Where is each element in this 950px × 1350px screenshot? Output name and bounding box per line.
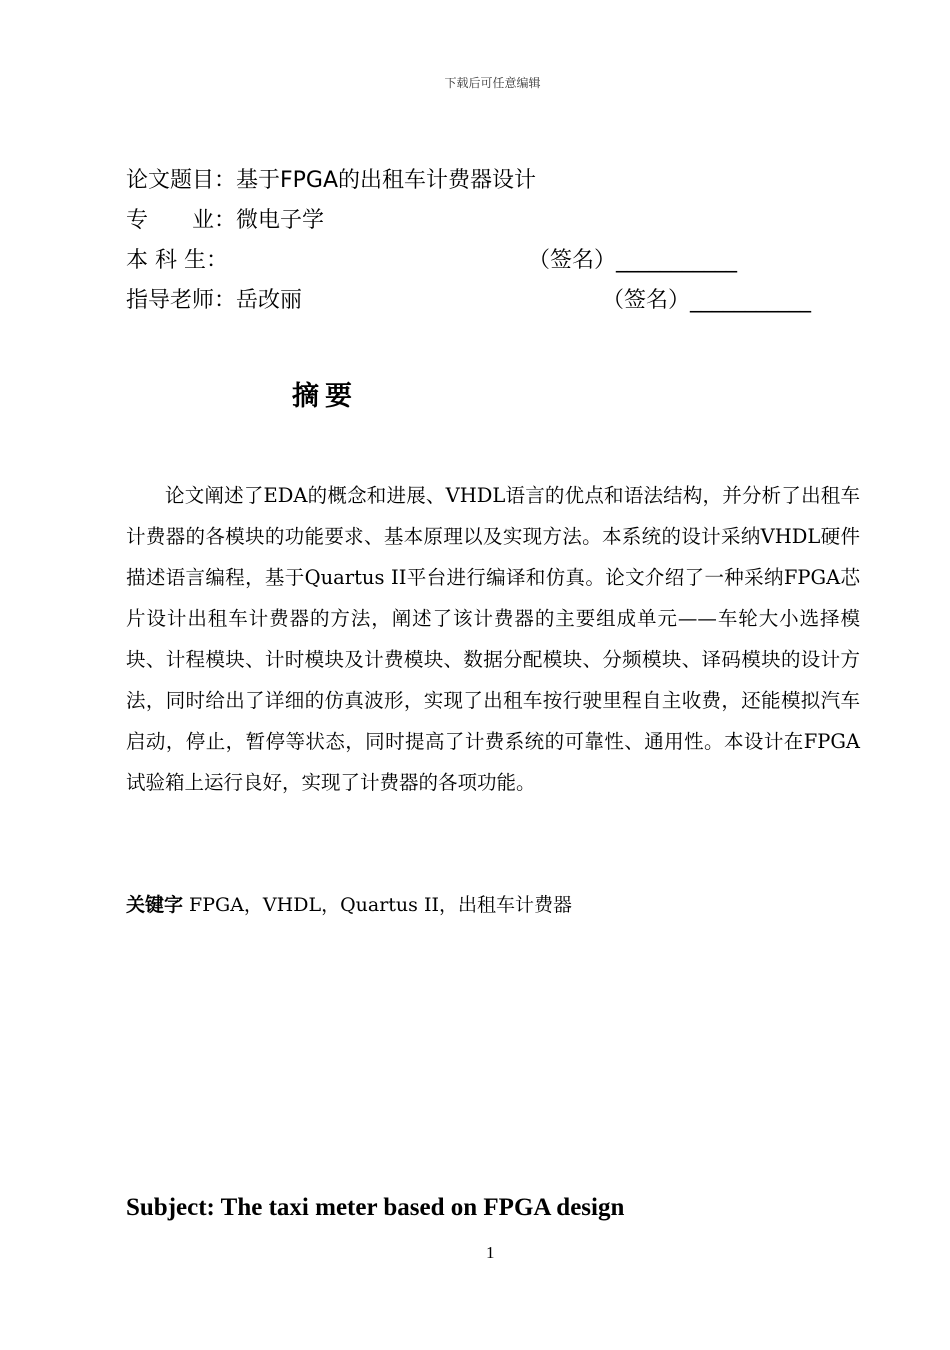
page-number: 1 bbox=[486, 1243, 495, 1262]
keywords-label: 关键字 bbox=[126, 894, 184, 916]
english-subject: Subject: The taxi meter based on FPGA design bbox=[126, 1194, 625, 1221]
advisor-value: 岳改丽 bbox=[236, 288, 303, 313]
thesis-title-row bbox=[126, 164, 846, 204]
major-row bbox=[126, 204, 846, 244]
advisor-label: 指导老师： bbox=[126, 288, 237, 313]
abstract-heading: 摘要 bbox=[292, 381, 358, 412]
keywords-line bbox=[126, 890, 572, 920]
thesis-info-block bbox=[126, 164, 846, 324]
student-label: 本 科 生： bbox=[126, 248, 228, 273]
keywords-value: FPGA，VHDL，Quartus II，出租车计费器 bbox=[183, 894, 572, 916]
abstract-body: 论文阐述了EDA的概念和进展、VHDL语言的优点和语法结构，并分析了出租车计费器的各模块的功能要求、基本原理以及实现方法。本系统的设计采纳VHDL硬件描述语言编程，基于Quartus II平台进行编译和仿真。论文介绍了一种采纳FPGA芯片设计出租车计费器的方法，阐述了该计费器的主要组成单元——车轮大小选择模块、计程模块、计时模块及计费模块、数据分配模块、分频模块、译码模块的设计方法，同时给出了详细的仿真波形，实现了出租车按行驶里程自主收费，还能模拟汽车启动，停止，暂停等状态，同时提高了计费系统的可靠性、通用性。本设计在FPGA试验箱上运行良好，实现了计费器的各项功能。 bbox=[126, 484, 860, 794]
advisor-row bbox=[126, 284, 846, 324]
thesis-title-label: 论文题目： bbox=[126, 168, 237, 193]
major-label: 专 业： bbox=[126, 208, 237, 233]
student-signature: （签名）___________ bbox=[528, 248, 738, 273]
student-row bbox=[126, 244, 846, 284]
advisor-signature: （签名）___________ bbox=[602, 288, 812, 313]
thesis-title-value: 基于FPGA的出租车计费器设计 bbox=[236, 168, 537, 193]
major-value: 微电子学 bbox=[236, 208, 325, 233]
page-header: 下载后可任意编辑 bbox=[444, 76, 541, 90]
